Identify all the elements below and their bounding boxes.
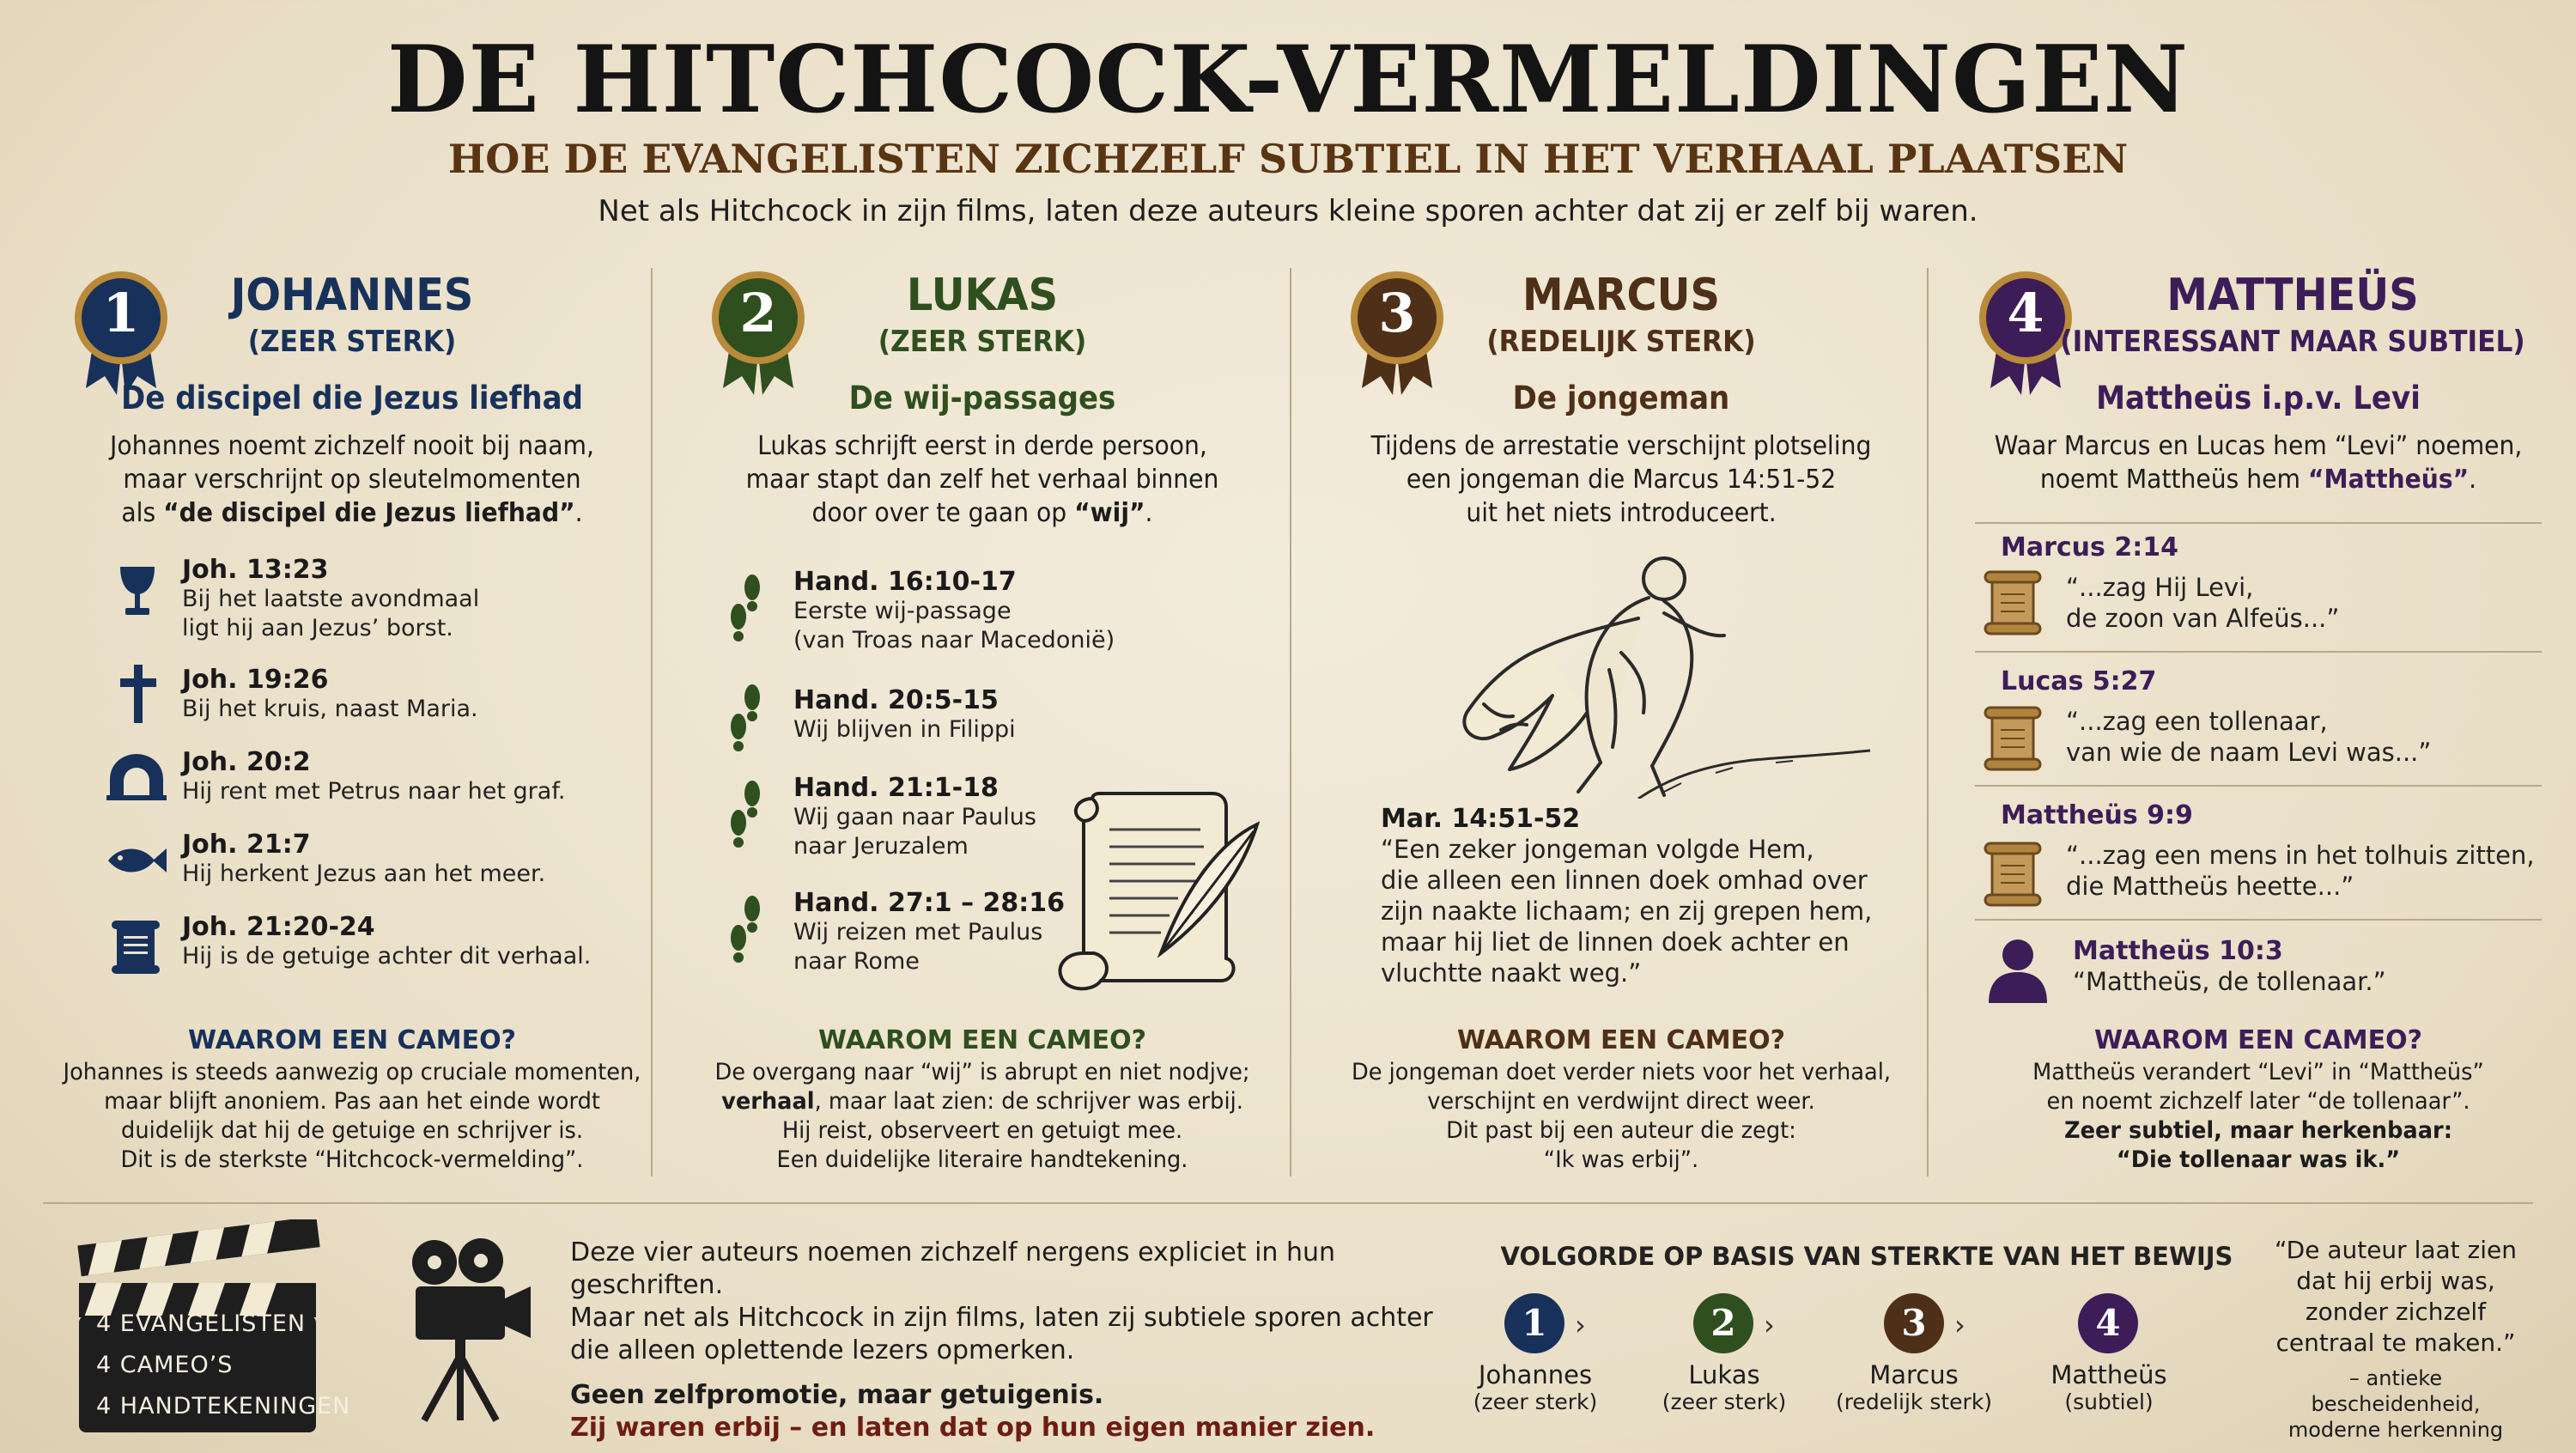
row-divider — [1975, 522, 2542, 524]
evidence-item — [182, 912, 591, 971]
evidence-item — [793, 567, 1115, 655]
evidence-text: naar Rome — [793, 948, 920, 975]
why-cameo-title: WAAROM EEN CAMEO? — [187, 1025, 517, 1055]
clapper-line: 4 CAMEO’S — [96, 1352, 234, 1378]
evidence-text: Wij reizen met Paulus — [793, 919, 1043, 945]
marcus-quote — [1381, 804, 1913, 988]
column-heading: De discipel die Jezus liefhad — [121, 380, 583, 416]
summary-red-line: Zij waren erbij – en laten dat op hun eigen manier zien. — [570, 1413, 1376, 1443]
evidence-item — [182, 830, 545, 889]
description-line: een jongeman die Marcus 14:51-52 — [1406, 465, 1837, 495]
evidence-text: “...zag Hij Levi, — [2066, 573, 2254, 602]
chevron-right-icon: › — [1575, 1309, 1586, 1341]
evidence-reference: Marcus 2:14 — [2001, 532, 2178, 562]
evidence-text: Bij het laatste avondmaal — [182, 586, 480, 612]
column-name: JOHANNES — [230, 270, 474, 321]
description-emphasis: “de discipel die Jezus liefhad” — [163, 498, 575, 528]
evidence-text: Hij herkent Jezus aan het meer. — [182, 860, 546, 887]
footprints-icon — [726, 778, 766, 854]
why-line: De overgang naar “wij” is abrupt en niet nodjve; — [714, 1059, 1250, 1085]
medal-number: 4 — [2007, 282, 2044, 344]
quote-line: maar hij liet de linnen doek achter en — [1381, 927, 1850, 957]
evidence-item — [2066, 572, 2339, 634]
quote-line: zonder zichzelf — [2305, 1298, 2487, 1326]
description-line — [700, 496, 1265, 530]
evidence-text: “...zag een mens in het tolhuis zitten, — [2066, 841, 2535, 870]
column-description — [1339, 429, 1904, 530]
column-strength: (ZEER STERK) — [878, 325, 1087, 359]
summary-line: Deze vier auteurs noemen zichzelf nergens expliciet in hun geschriften. — [570, 1237, 1335, 1300]
fish-icon — [105, 842, 168, 879]
evidence-reference: Joh. 20:2 — [182, 747, 311, 777]
page-subtitle: HOE DE EVANGELISTEN ZICHZELF SUBTIEL IN HET VERHAAL PLAATSEN — [447, 136, 2129, 182]
chevron-right-icon: › — [1954, 1309, 1965, 1341]
scroll-icon — [108, 919, 163, 976]
column-heading: Mattheüs i.p.v. Levi — [2096, 380, 2421, 416]
evidence-text: Wij blijven in Filippi — [793, 716, 1016, 743]
why-line: verschijnt en verdwijnt direct weer. — [1427, 1088, 1815, 1115]
description-line — [70, 496, 635, 530]
why-cameo-text — [681, 1058, 1285, 1175]
evidence-reference: Mattheüs 9:9 — [2001, 800, 2193, 830]
why-line: Een duidelijke literaire handtekening. — [776, 1146, 1188, 1173]
why-line: Mattheüs verandert “Levi” in “Mattheüs” — [2032, 1059, 2484, 1085]
why-cameo-text — [51, 1058, 654, 1175]
why-line: maar blijft anoniem. Pas aan het einde wordt — [104, 1088, 600, 1115]
intro-text: Net als Hitchcock in zijn films, laten deze auteurs kleine sporen achter dat zij er zelf bij waren. — [598, 194, 1978, 228]
description-emphasis: “wij” — [1074, 498, 1145, 528]
quote-line: centraal te maken.” — [2275, 1328, 2516, 1357]
column-marcus — [1303, 258, 1939, 1185]
fleeing-young-man-illustration — [1406, 541, 1887, 799]
column-johannes — [34, 258, 670, 1185]
evidence-item — [182, 747, 565, 806]
description-text: . — [2469, 465, 2477, 495]
quote-line: zijn naakte lichaam; en zij grepen hem, — [1381, 897, 1873, 926]
evidence-text: die Mattheüs heette...” — [2066, 872, 2354, 901]
quote-source: – antieke bescheidenheid, — [2311, 1366, 2481, 1416]
why-line-bold: “Die tollenaar was ik.” — [2116, 1146, 2401, 1173]
order-name: Mattheüs — [2050, 1360, 2167, 1389]
column-heading: De wij-passages — [848, 380, 1116, 416]
evidence-reference: Joh. 13:23 — [182, 555, 329, 585]
why-line: De jongeman doet verder niets voor het verhaal, — [1351, 1059, 1892, 1085]
order-title: VOLGORDE OP BASIS VAN STERKTE VAN HET BEWIJS — [1500, 1242, 2233, 1271]
footprints-icon — [726, 682, 766, 757]
why-line — [681, 1087, 1285, 1116]
quote-reference: Mar. 14:51-52 — [1381, 804, 1581, 834]
evidence-text: Wij gaan naar Paulus — [793, 804, 1036, 830]
row-divider — [1975, 919, 2542, 921]
evidence-text: Eerste wij-passage — [793, 598, 1012, 624]
description-text: noemt Mattheüs hem — [2039, 465, 2308, 495]
description-line — [1976, 463, 2541, 496]
evidence-text: (van Troas naar Macedonië) — [793, 627, 1115, 654]
description-text: . — [1145, 498, 1153, 528]
evidence-item — [2066, 706, 2431, 768]
description-line: maar stapt dan zelf het verhaal binnen — [745, 465, 1219, 495]
description-line: Johannes noemt zichzelf nooit bij naam, — [110, 431, 594, 461]
why-line: Johannes is steeds aanwezig op cruciale momenten, — [63, 1059, 641, 1085]
why-text-span: , maar laat zien: de schrijver was erbij. — [814, 1088, 1243, 1115]
row-divider — [1975, 651, 2542, 653]
evidence-item — [2066, 840, 2535, 902]
order-name: Lukas — [1688, 1360, 1760, 1389]
why-cameo-text — [1957, 1058, 2561, 1175]
description-text: . — [574, 498, 583, 528]
footprints-icon — [726, 893, 766, 969]
evidence-reference: Lucas 5:27 — [2001, 666, 2157, 696]
evidence-item — [793, 888, 1065, 976]
why-cameo-title: WAAROM EEN CAMEO? — [2093, 1025, 2423, 1055]
description-line: uit het niets introduceert. — [1466, 498, 1777, 528]
footprints-icon — [726, 572, 766, 647]
chalice-icon — [115, 563, 160, 620]
order-sub: (subtiel) — [2064, 1389, 2154, 1414]
description-line: Waar Marcus en Lucas hem “Levi” noemen, — [1994, 431, 2523, 461]
evidence-reference: Hand. 20:5-15 — [793, 685, 999, 715]
quote-line: vluchtte naakt weg.” — [1381, 958, 1642, 988]
column-name: LUKAS — [906, 270, 1059, 321]
scroll-icon — [1982, 842, 2044, 907]
quote-source: moderne herkenning — [2287, 1418, 2504, 1442]
evidence-item — [2073, 936, 2386, 997]
closing-quote — [2267, 1235, 2524, 1443]
why-line: Dit past bij een auteur die zegt: — [1446, 1117, 1796, 1144]
column-description — [70, 429, 635, 530]
scroll-quill-icon — [1032, 781, 1264, 1000]
evidence-text: “Mattheüs, de tollenaar.” — [2073, 967, 2386, 996]
quote-line: “Een zeker jongeman volgde Hem, — [1381, 835, 1814, 864]
chevron-right-icon: › — [1764, 1309, 1775, 1341]
column-mattheus — [1941, 258, 2576, 1185]
order-name: Johannes — [1478, 1360, 1593, 1389]
column-description — [1976, 429, 2541, 496]
order-label — [2023, 1360, 2195, 1414]
column-name: MATTHEÜS — [2166, 270, 2419, 321]
evidence-item — [182, 555, 479, 643]
evidence-reference: Hand. 16:10-17 — [793, 567, 1017, 597]
column-strength: (INTERESSANT MAAR SUBTIEL) — [2060, 325, 2525, 359]
evidence-item — [793, 685, 1016, 745]
description-text: als — [121, 498, 164, 528]
summary-line: die alleen oplettende lezers opmerken. — [570, 1335, 1075, 1365]
medal-number: 2 — [739, 282, 777, 344]
why-emphasis: verhaal — [721, 1088, 815, 1115]
evidence-reference: Mattheüs 10:3 — [2073, 936, 2283, 966]
description-emphasis: “Mattheüs” — [2307, 465, 2470, 495]
why-cameo-title: WAAROM EEN CAMEO? — [817, 1025, 1147, 1055]
order-step-2: 2 — [1693, 1293, 1753, 1353]
quote-line: “De auteur laat zien — [2274, 1236, 2518, 1264]
order-step-3: 3 — [1884, 1293, 1944, 1353]
cross-icon — [117, 663, 160, 725]
order-label — [1449, 1360, 1621, 1414]
evidence-text: “...zag een tollenaar, — [2066, 707, 2328, 736]
order-step-4: 4 — [2078, 1293, 2138, 1353]
description-line: Tijdens de arrestatie verschijnt plotseling — [1370, 431, 1872, 461]
evidence-text: de zoon van Alfeüs...” — [2066, 604, 2340, 633]
description-line: Lukas schrijft eerst in derde persoon, — [757, 431, 1207, 461]
scroll-icon — [1982, 570, 2044, 635]
medal-number: 3 — [1378, 282, 1416, 344]
why-line-bold: Zeer subtiel, maar herkenbaar: — [2064, 1117, 2452, 1144]
evidence-text: Hij is de getuige achter dit verhaal. — [182, 943, 592, 970]
evidence-reference: Joh. 21:7 — [182, 830, 311, 860]
order-step-1: 1 — [1504, 1293, 1564, 1353]
evidence-text: Hij rent met Petrus naar het graf. — [182, 778, 566, 805]
clapper-line: 4 EVANGELISTEN — [96, 1310, 307, 1337]
why-cameo-title: WAAROM EEN CAMEO? — [1456, 1025, 1786, 1055]
order-sub: (zeer sterk) — [1473, 1389, 1598, 1414]
summary-line: Maar net als Hitchcock in zijn films, laten zij subtiele sporen achter — [570, 1303, 1433, 1333]
why-cameo-text — [1320, 1058, 1923, 1175]
description-text: door over te gaan op — [811, 498, 1075, 528]
row-divider — [1975, 785, 2542, 787]
column-name: MARCUS — [1522, 270, 1720, 321]
evidence-reference: Joh. 19:26 — [182, 665, 329, 695]
person-icon — [1985, 936, 2050, 1003]
order-name: Marcus — [1869, 1360, 1959, 1389]
tomb-icon — [106, 752, 167, 800]
column-lukas — [665, 258, 1300, 1185]
evidence-reference: Joh. 21:20-24 — [182, 912, 375, 942]
evidence-reference: Hand. 27:1 – 28:16 — [793, 888, 1066, 918]
page-title: DE HITCHCOCK-VERMELDINGEN — [386, 26, 2190, 134]
column-description — [700, 429, 1265, 530]
why-line: duidelijk dat hij de getuige en schrijver is. — [121, 1117, 583, 1144]
order-label — [1819, 1360, 2009, 1414]
why-line: en noemt zichzelf later “de tollenaar”. — [2046, 1088, 2470, 1115]
why-line: Hij reist, observeert en getuigt mee. — [781, 1117, 1183, 1144]
evidence-text: Bij het kruis, naast Maria. — [182, 696, 478, 722]
summary-bold-line: Geen zelfpromotie, maar getuigenis. — [570, 1380, 1104, 1410]
evidence-item — [793, 773, 1036, 861]
column-heading: De jongeman — [1512, 380, 1730, 416]
footer-divider — [43, 1202, 2533, 1204]
order-label — [1638, 1360, 1810, 1414]
footer-summary — [570, 1237, 1463, 1444]
evidence-item — [182, 665, 478, 724]
evidence-text: van wie de naam Levi was...” — [2066, 738, 2432, 767]
column-strength: (REDELIJK STERK) — [1486, 325, 1756, 359]
column-strength: (ZEER STERK) — [247, 325, 457, 359]
description-line: maar verschrijnt op sleutelmomenten — [123, 465, 581, 495]
clapper-line: 4 HANDTEKENINGEN — [96, 1393, 351, 1420]
evidence-text: naar Jeruzalem — [793, 833, 969, 860]
medal-number: 1 — [102, 282, 140, 344]
why-line: Dit is de sterkste “Hitchcock-vermelding”. — [120, 1146, 584, 1173]
why-line: “Ik was erbij”. — [1543, 1146, 1699, 1173]
quote-line: dat hij erbij was, — [2296, 1267, 2495, 1295]
order-sub: (redelijk sterk) — [1835, 1389, 1993, 1414]
scroll-icon — [1982, 706, 2044, 771]
evidence-reference: Hand. 21:1-18 — [793, 773, 999, 803]
film-camera-icon — [404, 1237, 532, 1424]
clapperboard-text — [96, 1304, 350, 1427]
evidence-text: ligt hij aan Jezus’ borst. — [182, 615, 453, 641]
quote-line: die alleen een linnen doek omhad over — [1381, 866, 1868, 895]
order-sub: (zeer sterk) — [1662, 1389, 1787, 1414]
